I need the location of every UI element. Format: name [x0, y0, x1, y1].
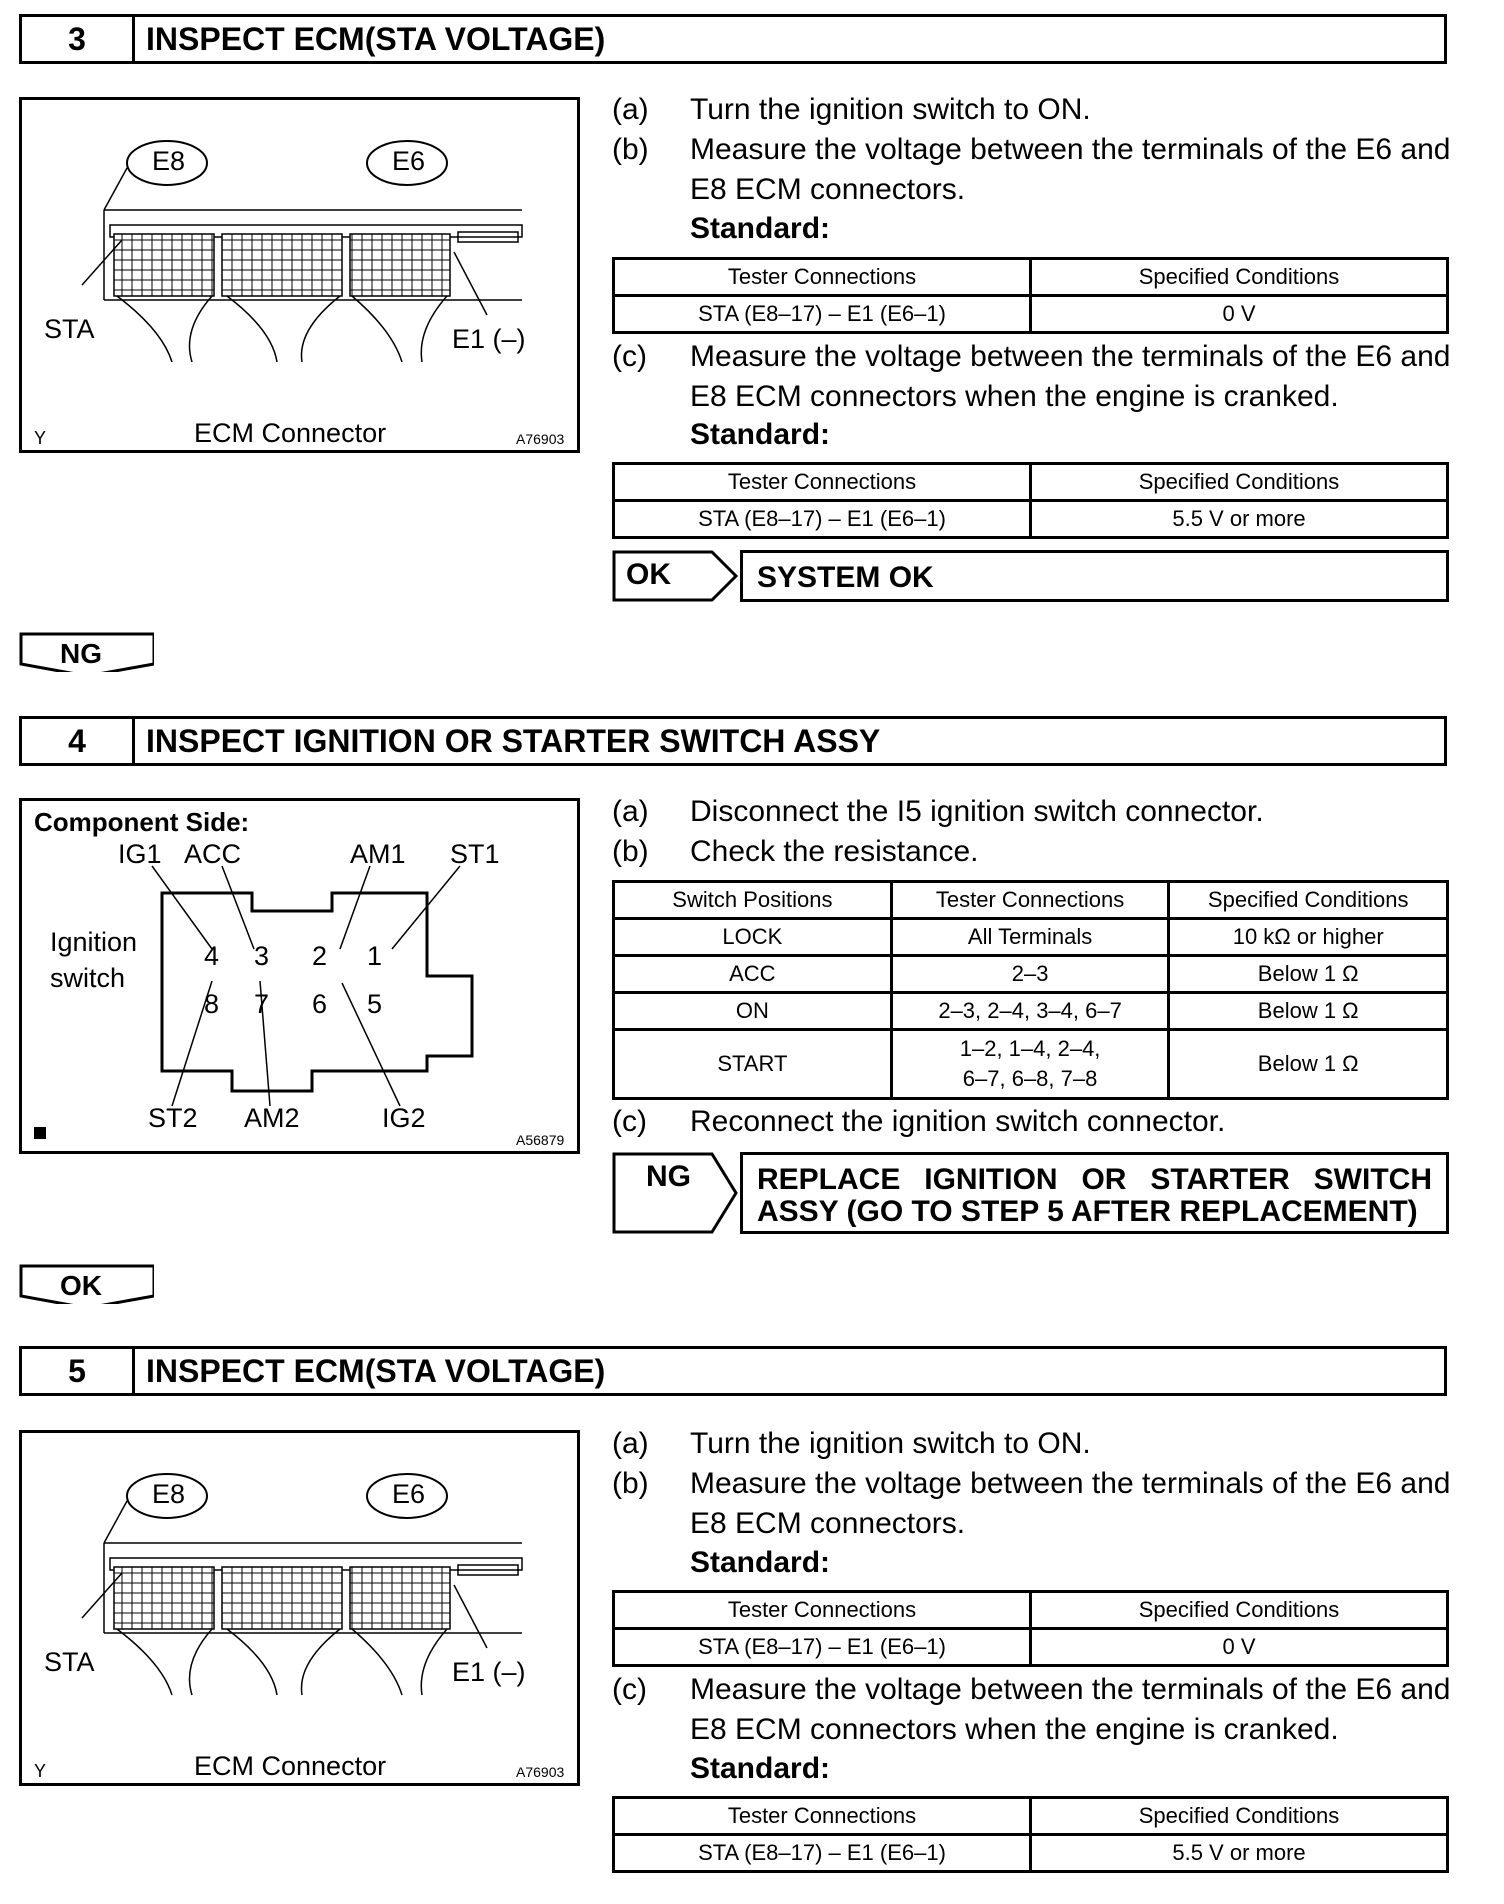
- terminal-1: 1: [367, 941, 383, 971]
- e6-label: E6: [392, 1479, 426, 1509]
- spec-table-c: Tester Connections Specified Conditions STA (E8–17) – E1 (E6–1) 5.5 V or more: [612, 462, 1449, 539]
- standard-label: Standard:: [690, 1546, 831, 1579]
- figure-caption: ECM Connector: [194, 1751, 387, 1781]
- e6-label: E6: [392, 146, 426, 176]
- standard-label: Standard:: [690, 1752, 831, 1785]
- system-ok-result: SYSTEM OK: [740, 550, 1449, 602]
- instruction-c: (c) Reconnect the ignition switch connector.: [612, 1105, 1226, 1138]
- table-row: ON 2–3, 2–4, 3–4, 6–7 Below 1 Ω: [614, 993, 1448, 1030]
- switch-label: switch: [50, 963, 126, 993]
- sta-label: STA: [44, 314, 95, 344]
- standard-label: Standard:: [690, 212, 831, 245]
- table-row: START 1–2, 1–4, 2–4, 6–7, 6–8, 7–8 Below 1 Ω: [614, 1030, 1448, 1099]
- multiline-cell: 1–2, 1–4, 2–4, 6–7, 6–8, 7–8: [891, 1030, 1169, 1099]
- acc-label: ACC: [184, 839, 242, 869]
- instruction-a: (a) Turn the ignition switch to ON.: [612, 1427, 1091, 1460]
- instruction-c: (c) Measure the voltage between the terminals of the E6 and E8 ECM connectors when the engine is cranked.: [612, 1673, 1451, 1746]
- terminal-2: 2: [312, 941, 328, 971]
- table-row: ACC 2–3 Below 1 Ω: [614, 956, 1448, 993]
- e1-label: E1 (–): [452, 324, 526, 354]
- terminal-4: 4: [204, 941, 220, 971]
- e8-label: E8: [152, 1479, 186, 1509]
- figure-corner-mark: Y: [34, 428, 47, 448]
- figure-code: A56879: [516, 1132, 565, 1148]
- am2-label: AM2: [244, 1103, 300, 1133]
- ecm-connector-figure: [19, 1430, 580, 1786]
- instruction-b: (b) Measure the voltage between the terminals of the E6 and E8 ECM connectors.: [612, 133, 1451, 206]
- figure-corner-mark: Y: [34, 1761, 47, 1781]
- corner-mark-icon: [34, 1127, 46, 1139]
- table-row: LOCK All Terminals 10 kΩ or higher: [614, 919, 1448, 956]
- ng-flow-label: NG: [60, 638, 102, 669]
- instruction-b: (b) Measure the voltage between the terminals of the E6 and E8 ECM connectors.: [612, 1467, 1451, 1540]
- spec-table-c: Tester Connections Specified Conditions STA (E8–17) – E1 (E6–1) 5.5 V or more: [612, 1796, 1449, 1873]
- sta-label: STA: [44, 1647, 95, 1677]
- ecm-connector-drawing: [22, 100, 577, 450]
- ig2-label: IG2: [382, 1103, 426, 1133]
- step-4-header: [19, 716, 1447, 766]
- figure-code: A76903: [516, 431, 565, 447]
- step-title: INSPECT IGNITION OR STARTER SWITCH ASSY: [146, 722, 881, 759]
- figure-caption: ECM Connector: [194, 418, 387, 448]
- step-title: INSPECT ECM(STA VOLTAGE): [146, 20, 606, 57]
- ok-label: OK: [626, 558, 671, 591]
- step-title: INSPECT ECM(STA VOLTAGE): [146, 1352, 606, 1389]
- replace-switch-result: REPLACE IGNITION OR STARTER SWITCH ASSY (GO TO STEP 5 AFTER REPLACEMENT): [740, 1152, 1449, 1234]
- step-number: 3: [22, 17, 135, 61]
- ignition-label: Ignition: [50, 927, 138, 957]
- standard-label: Standard:: [690, 418, 831, 451]
- st1-label: ST1: [450, 839, 500, 869]
- ig1-label: IG1: [118, 839, 162, 869]
- e8-label: E8: [152, 146, 186, 176]
- ecm-connector-drawing: [22, 1433, 577, 1783]
- spec-table-b: Tester Connections Specified Conditions STA (E8–17) – E1 (E6–1) 0 V: [612, 1590, 1449, 1667]
- instruction-a: (a) Disconnect the I5 ignition switch connector.: [612, 795, 1264, 828]
- ng-label: NG: [646, 1160, 691, 1193]
- instruction-b: (b) Check the resistance.: [612, 835, 979, 868]
- instruction-a: (a) Turn the ignition switch to ON.: [612, 93, 1091, 126]
- ignition-switch-figure: [19, 798, 580, 1154]
- terminal-5: 5: [367, 989, 383, 1019]
- instruction-c: (c) Measure the voltage between the terminals of the E6 and E8 ECM connectors when the engine is cranked.: [612, 340, 1451, 413]
- figure-code: A76903: [516, 1764, 565, 1780]
- ok-flow-label: OK: [60, 1270, 102, 1301]
- component-side-label: Component Side:: [34, 807, 250, 837]
- step-number: 4: [22, 719, 135, 763]
- st2-label: ST2: [148, 1103, 198, 1133]
- terminal-6: 6: [312, 989, 328, 1019]
- terminal-7: 7: [254, 989, 270, 1019]
- am1-label: AM1: [350, 839, 406, 869]
- ecm-connector-figure: [19, 97, 580, 453]
- step-number: 5: [22, 1349, 135, 1393]
- e1-label: E1 (–): [452, 1657, 526, 1687]
- spec-table-b: Tester Connections Specified Conditions STA (E8–17) – E1 (E6–1) 0 V: [612, 257, 1449, 334]
- terminal-8: 8: [204, 989, 220, 1019]
- terminal-3: 3: [254, 941, 270, 971]
- step-3-header: [19, 14, 1447, 64]
- step-5-header: [19, 1346, 1447, 1396]
- resistance-table: Switch Positions Tester Connections Specified Conditions LOCK All Terminals 10 kΩ or higher ACC 2–3 Below 1 Ω ON 2–3, 2–4, 3–4, 6–7 Below 1 Ω START 1–2, 1–4, 2–4, 6–7, 6–8, 7–8 Below 1 Ω: [612, 880, 1449, 1100]
